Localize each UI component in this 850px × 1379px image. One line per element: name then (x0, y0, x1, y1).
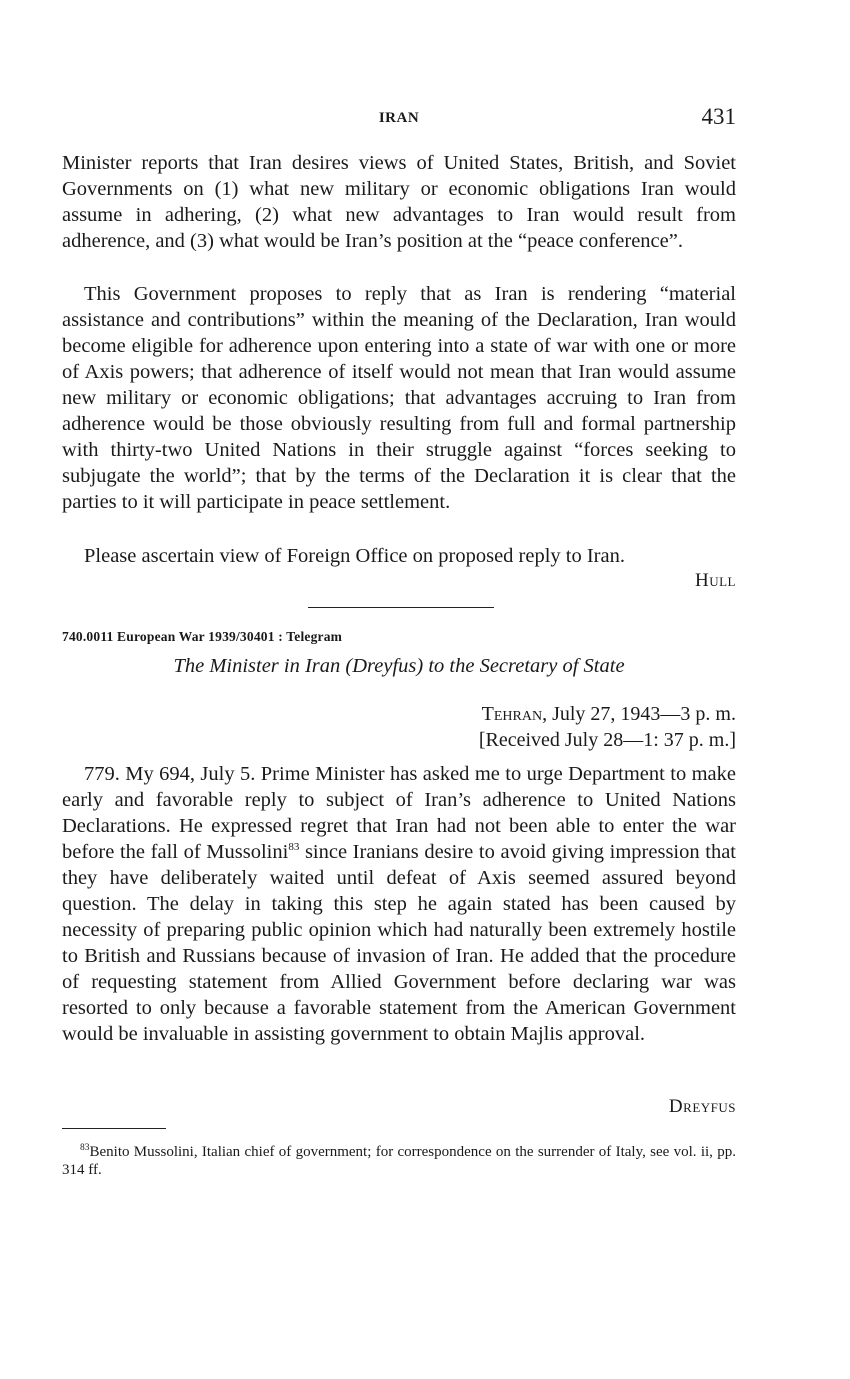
footnote-rule (62, 1128, 166, 1129)
footnote-text: Benito Mussolini, Italian chief of government; for correspondence on the surrender of Italy, see vol. ii, pp. 314 ff. (62, 1144, 736, 1178)
telegram-body-part-2: since Iranians desire to avoid giving impression that they have deliberately waited until defeat of Axis seemed assured beyond question. The delay in taking this step he again stated has been caused by necessity of preparing public opinion which had naturally been extremely hostile to British and Russians because of invasion of Iran. He added that the procedure of requesting statement from Allied Government before declaring war was resorted to only because a favorable statement from the American Government would be invaluable in assisting government to obtain Majlis approval. (62, 841, 736, 1045)
dateline-date: July 27, 1943—3 p. m. (552, 703, 736, 725)
signature-dreyfus: Dreyfus (668, 1096, 736, 1117)
signature-hull: Hull (695, 570, 736, 591)
dateline (482, 703, 736, 726)
received-line: [Received July 28—1: 37 p. m.] (478, 729, 736, 751)
section-divider (308, 607, 494, 608)
running-head: IRAN (378, 110, 420, 126)
footnote-mark: 83 (80, 1143, 90, 1153)
telegram-body (62, 761, 736, 1047)
document-title: The Minister in Iran (Dreyfus) to the Secretary of State (173, 655, 625, 677)
file-number: 740.0011 European War 1939/30401 : Telegram (62, 629, 343, 644)
dateline-place: Tehran, (481, 703, 548, 725)
telegram-body-part-1: 779. My 694, July 5. Prime Minister has asked me to urge Department to make early and favorable reply to subject of Iran’s adherence to United Nations Declarations. He expressed regret that Iran had not been able to enter the war before the fall of Mussolini (62, 763, 736, 863)
paragraph-3: Please ascertain view of Foreign Office on proposed reply to Iran. (84, 545, 625, 567)
footnote (62, 1143, 736, 1179)
paragraph-1: Minister reports that Iran desires views of United States, British, and Soviet Governments on (1) what new military or economic obligations Iran would assume in adhering, (2) what new advantages to Iran would result from adherence, and (3) what would be Iran’s position at the “peace conference”. (62, 152, 736, 252)
page-header (62, 104, 736, 136)
paragraph-2: This Government proposes to reply that as Iran is rendering “material assistance and contributions” within the meaning of the Declaration, Iran would become eligible for adherence upon entering into a state of war with one or more of Axis powers; that adherence of itself would not mean that Iran would assume new military or economic obligations; that advantages accruing to Iran from adherence would be those obviously resulting from full and formal partnership with thirty-two United Nations in their struggle against “forces seeking to subjugate the world”; that by the terms of the Declaration it is clear that the parties to it will participate in peace settlement. (62, 283, 736, 513)
footnote-reference[interactable]: 83 (288, 841, 300, 854)
page-number: 431 (701, 104, 736, 129)
